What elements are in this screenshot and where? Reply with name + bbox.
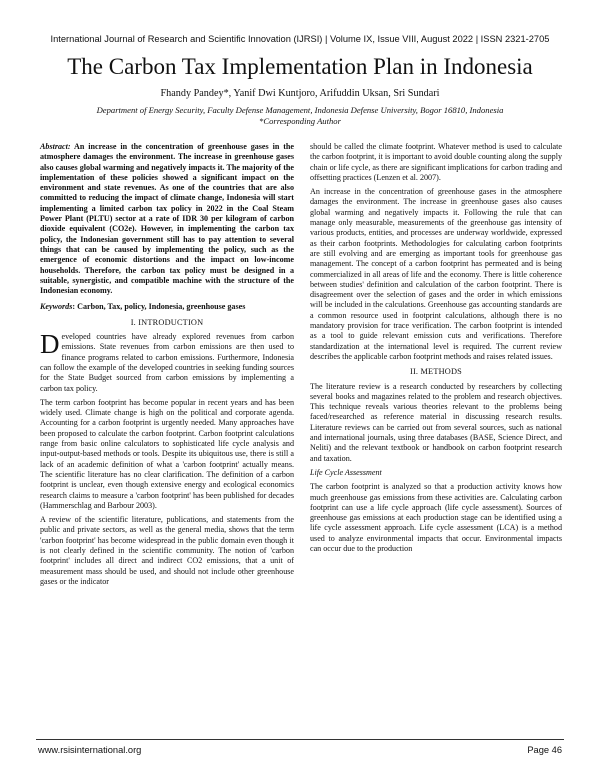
section-heading-methods: II. METHODS bbox=[410, 367, 462, 377]
keywords-label: Keywords bbox=[40, 302, 73, 312]
corresponding-author-note: *Corresponding Author bbox=[259, 116, 341, 126]
keywords-text: : Carbon, Tax, policy, Indonesia, greenhouse gases bbox=[72, 302, 246, 312]
left-column bbox=[40, 142, 294, 591]
intro-paragraph-1 bbox=[40, 329, 294, 394]
keywords bbox=[40, 302, 294, 312]
intro-paragraph-4: should be called the climate footprint. Whatever method is used to calculate the carbon footprint, it is important to avoid double counting along the supply chain or life cycle, as there are significant implications for carbon trading and offsetting practices (Lenzen et al. 2007). bbox=[310, 142, 562, 182]
section-heading-introduction: I. INTRODUCTION bbox=[130, 317, 204, 327]
footer-divider bbox=[36, 739, 564, 740]
footer-website: www.rsisinternational.org bbox=[38, 745, 142, 755]
journal-header: International Journal of Research and Scientific Innovation (IJRSI) | Volume IX, Issue VIII, August 2022 | ISSN 2321-2705 bbox=[50, 34, 550, 44]
methods-paragraph-2: The carbon footprint is analyzed so that a production activity knows how much greenhouse gas emissions from these activities are. Calculating carbon footprint can use a life cycle approach (life cycle assessment). Sources of greenhouse gas emissions at each production stage can be identified using a life cycle assessment approach. Life cycle assessment (LCA) is a method used to analyze environmental impacts that occur. Environmental impacts can occur due to the production bbox=[310, 482, 562, 553]
author-list: Fhandy Pandey*, Yanif Dwi Kuntjoro, Arifuddin Uksan, Sri Sundari bbox=[160, 88, 440, 99]
abstract bbox=[40, 142, 294, 296]
paper-title: The Carbon Tax Implementation Plan in Indonesia bbox=[67, 54, 533, 79]
intro-paragraph-1-text: eveloped countries have already explored revenues from carbon emissions. State revenues from carbon emissions are then used to finance programs related to carbon emissions. Furthermore, Indonesia can follow the example of the developed countries in seeking funding sources for the State Budget sourced from carbon emissions by implementing a carbon tax policy. bbox=[40, 332, 294, 393]
affiliation: Department of Energy Security, Faculty Defense Management, Indonesia Defense University, Bogor 16810, Indonesia bbox=[96, 105, 504, 115]
abstract-label: Abstract: bbox=[40, 142, 71, 151]
subsection-heading-lca: Life Cycle Assessment bbox=[310, 467, 382, 477]
abstract-text: An increase in the concentration of greenhouse gases in the atmosphere damages the environment. The increase in greenhouse gases also causes global warming and negatively impacts it. The majority of the implementation of these policies showed a significant impact on the environment and state revenues. As one of the countries that are also committed to reducing the impact of climate change, Indonesia will start implementing a limited carbon tax policy in 2022 in the Coal Steam Power Plant (PLTU) sector at a rate of IDR 30 per kilogram of carbon dioxide equivalent (CO2e). However, in implementing the carbon tax policy, the Indonesian government still has to pay attention to several things that can be caused by implementing the policy, such as the emergence of economic distortions and the impact on low-income households. Therefore, the carbon tax policy must be designed in a suitable, synergistic, and compatible machine with the structure of the Indonesian economy. bbox=[40, 142, 294, 296]
methods-paragraph-1: The literature review is a research conducted by researchers by collecting several books and magazines related to the problem and research objectives. This technique reveals various theories relevant to the problems being faced/researched as reference material in discussing research results. Literature reviews can be carried out from several sources, such as national and international journals, using three databases (BASE, Science Direct, and Neliti) and the relevant textbook or handbook on carbon footprint research and taxation. bbox=[310, 381, 562, 463]
intro-paragraph-3: A review of the scientific literature, publications, and statements from the public and private sectors, as well as the general media, shows that the term 'carbon footprint' has become widespread in the public domain even though it is not clearly defined in the scientific community. The notion of 'carbon footprint' includes all direct and indirect CO2 emissions, that a unit of measurement mass should be used, and should not include other greenhouse gases or the indicator bbox=[40, 515, 294, 586]
intro-paragraph-5: An increase in the concentration of greenhouse gases in the atmosphere damages the environment. The increase in greenhouse gases also causes global warming and negatively impacts it. Following the rule that can manage only measurable, measurements of the greenhouse gas intensity of various products, entities, and processes are underway worldwide, expressed as their carbon footprints. Methodologies for calculating carbon footprints are still evolving and are emerging as important tools for greenhouse gas management. The concept of a carbon footprint has permeated and is being commercialized in all areas of life and the economy. There is little coherence between studies' definition and calculation of the carbon footprint. There is disagreement over the selection of gases and the order in which emissions will be included in the calculations. Greenhouse gas accounting standards are a common resource used in footprint calculations, although there is no mandatory provision for trace verification. The carbon footprint is intended as a tool to guide relevant emission cuts and verifications. Therefore standardization at the international level is required. The current review describes the applicable carbon footprint methods and raises related issues. bbox=[310, 187, 562, 361]
affiliation-block bbox=[30, 105, 570, 127]
right-column bbox=[310, 142, 562, 558]
footer-page-number: Page 46 bbox=[527, 745, 562, 755]
drop-cap: D bbox=[40, 329, 60, 360]
intro-paragraph-2: The term carbon footprint has become popular in recent years and has been widely used. Climate change is high on the political and corporate agenda. Accounting for a carbon footprint is urgently needed. Many approaches have been proposed to calculate the carbon footprint. Carbon footprint calculations range from basic online calculators to sophisticated life cycle analysis and input-output-based methods or tools. Despite its ubiquitous use, there is still a lack of an academic definition of what a 'carbon footprint' actually means. The scientific literature has no clear clarification. The definition of a carbon footprint is unclear, even though extensive energy and ecological economics research claims to measure a 'carbon footprint' has been published for decades (Hammerschlag and Barbour 2003). bbox=[40, 397, 294, 510]
